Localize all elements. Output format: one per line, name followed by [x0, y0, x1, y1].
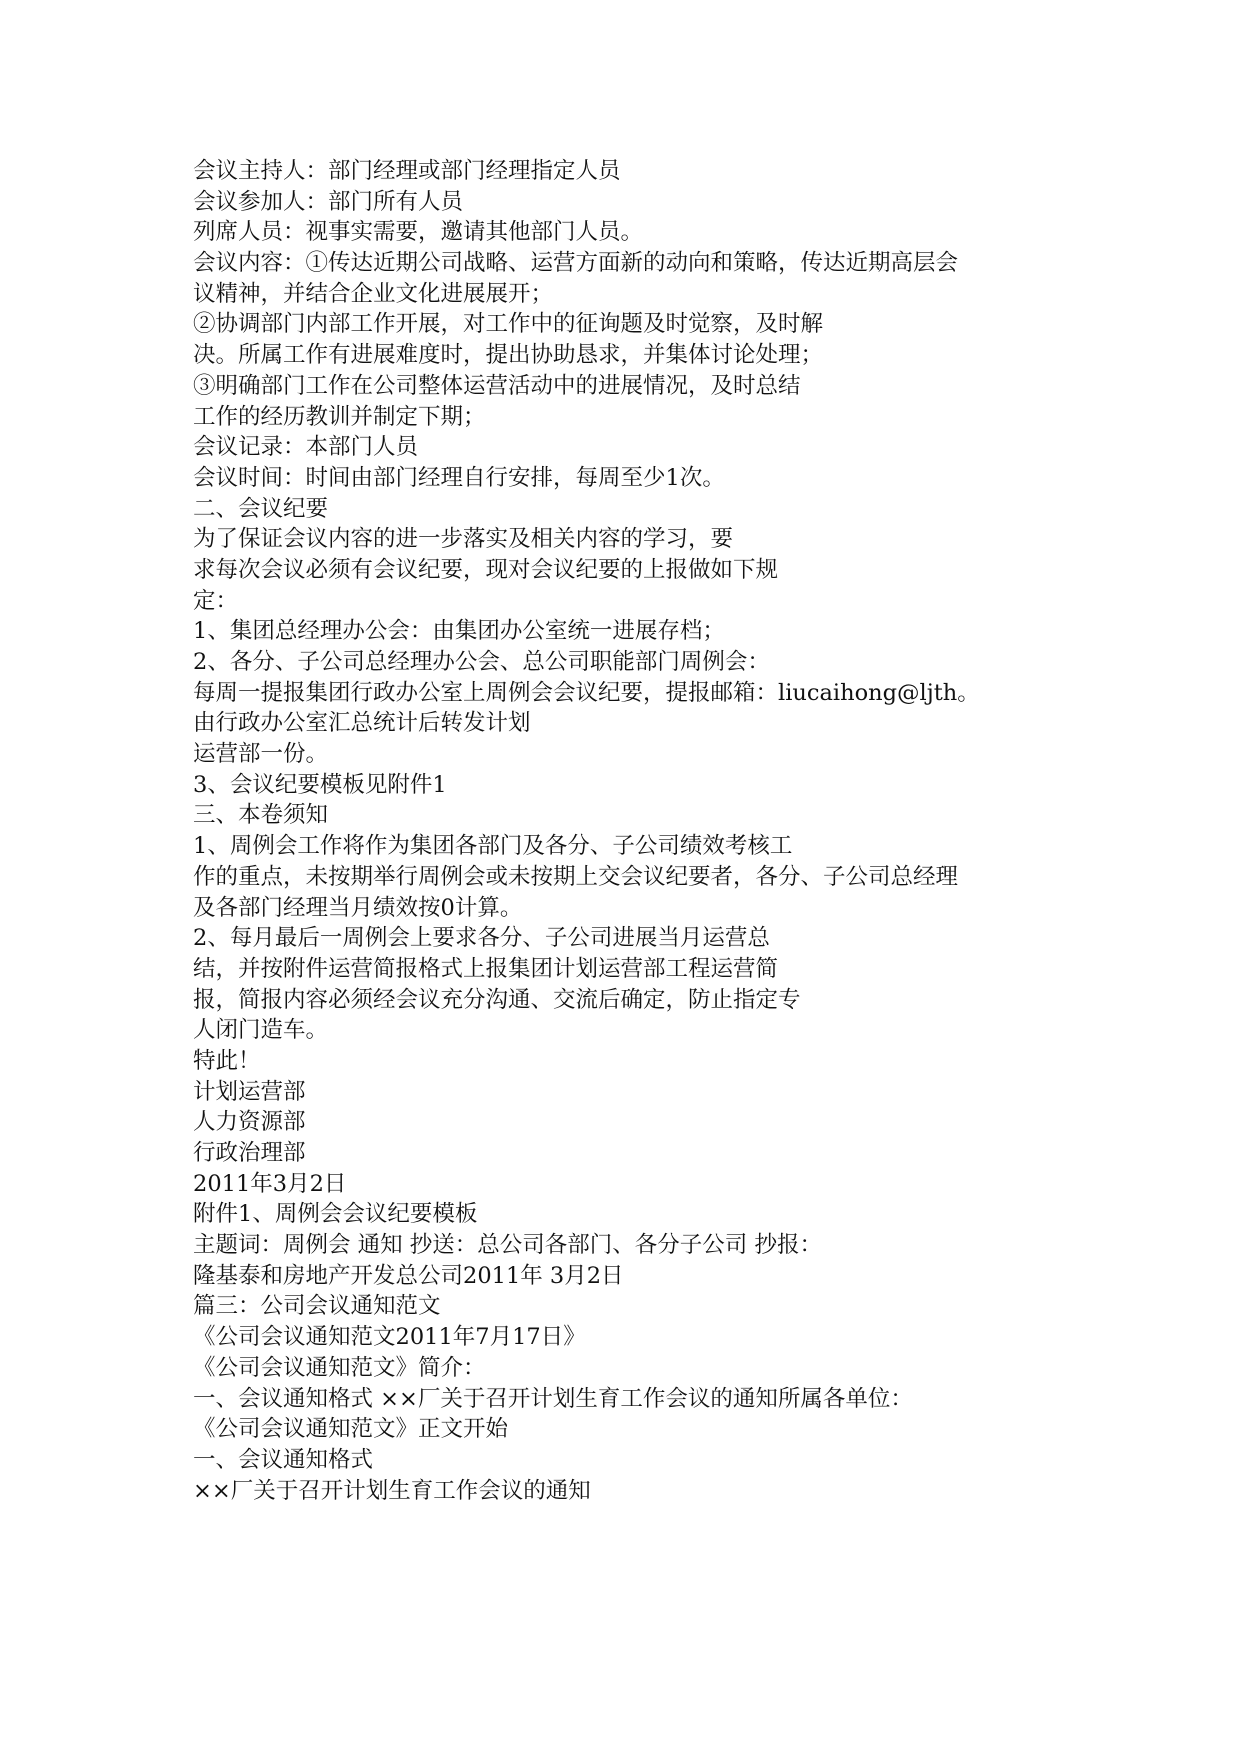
line-note-2: 2、每月最后一周例会上要求各分、子公司进展当月运营总	[193, 925, 770, 952]
line-meeting-content: 会议内容：①传达近期公司战略、运营方面新的动向和策略，传达近期高层会	[193, 250, 959, 277]
line-minutes-intro-end: 定：	[193, 587, 239, 614]
line-meeting-time: 会议时间：时间由部门经理自行安排，每周至少1次。	[193, 464, 725, 491]
line-rule-2-end: 运营部一份。	[193, 741, 329, 768]
line-issuer-date: 隆基泰和房地产开发总公司2011年 3月2日	[193, 1262, 624, 1289]
line-item-2: ②协调部门内部工作开展，对工作中的征询题及时觉察，及时解	[193, 311, 824, 338]
line-note-2-end: 人闭门造车。	[193, 1017, 329, 1044]
line-rule-2-email: 每周一提报集团行政办公室上周例会会议纪要，提报邮箱：liucaihong@ljth。	[193, 679, 980, 706]
line-article-body-start: 《公司会议通知范文》正文开始	[193, 1416, 509, 1443]
line-keywords: 主题词：周例会 通知 抄送：总公司各部门、各分子公司 抄报：	[193, 1232, 822, 1259]
line-meeting-record: 会议记录：本部门人员	[193, 434, 419, 461]
line-note-1-end: 及各部门经理当月绩效按0计算。	[193, 894, 523, 921]
line-rule-2-forward: 由行政办公室汇总统计后转发计划	[193, 710, 531, 737]
section-heading-format: 一、会议通知格式	[193, 1446, 374, 1473]
line-minutes-intro-cont: 求每次会议必须有会议纪要，现对会议纪要的上报做如下规	[193, 556, 779, 583]
line-notice-title: ××厂关于召开计划生育工作会议的通知	[193, 1477, 591, 1504]
signature-dept-hr: 人力资源部	[193, 1109, 306, 1136]
section-heading-minutes: 二、会议纪要	[193, 495, 329, 522]
section-heading-part-3: 篇三：公司会议通知范文	[193, 1293, 441, 1320]
line-meeting-host: 会议主持人：部门经理或部门经理指定人员	[193, 158, 621, 184]
line-meeting-content-cont: 议精神，并结合企业文化进展展开；	[193, 280, 554, 307]
line-note-1: 1、周例会工作将作为集团各部门及各分、子公司绩效考核工	[193, 833, 793, 860]
line-item-3: ③明确部门工作在公司整体运营活动中的进展情况，及时总结	[193, 372, 801, 399]
line-article-intro: 一、会议通知格式 ××厂关于召开计划生育工作会议的通知所属各单位：	[193, 1385, 913, 1412]
signature-dept-planning: 计划运营部	[193, 1078, 306, 1105]
line-note-1-cont: 作的重点，未按期举行周例会或未按期上交会议纪要者，各分、子公司总经理	[193, 863, 959, 890]
line-rule-2: 2、各分、子公司总经理办公会、总公司职能部门周例会：	[193, 649, 770, 675]
line-attendees: 列席人员：视事实需要，邀请其他部门人员。	[193, 219, 644, 246]
line-note-2-cont-2: 报，简报内容必须经会议充分沟通、交流后确定，防止指定专	[193, 986, 801, 1013]
document-body	[193, 156, 1093, 1506]
signature-date: 2011年3月2日	[193, 1170, 347, 1197]
line-note-2-cont: 结，并按附件运营简报格式上报集团计划运营部工程运营简	[193, 955, 779, 982]
signature-dept-admin: 行政治理部	[193, 1140, 306, 1166]
line-rule-1: 1、集团总经理办公会：由集团办公室统一进展存档；	[193, 618, 725, 645]
line-item-2-cont: 决。所属工作有进展难度时，提出协助恳求，并集体讨论处理；	[193, 342, 824, 369]
line-item-3-cont: 工作的经历教训并制定下期；	[193, 403, 486, 430]
line-hereby: 特此！	[193, 1047, 261, 1074]
line-article-title: 《公司会议通知范文2011年7月17日》	[193, 1324, 586, 1351]
line-article-intro-label: 《公司会议通知范文》简介：	[193, 1354, 486, 1381]
section-heading-notes: 三、本卷须知	[193, 802, 329, 829]
line-meeting-participants: 会议参加人：部门所有人员	[193, 188, 464, 215]
line-rule-3: 3、会议纪要模板见附件1	[193, 771, 447, 798]
line-minutes-intro: 为了保证会议内容的进一步落实及相关内容的学习，要	[193, 526, 734, 553]
line-attachment-1: 附件1、周例会会议纪要模板	[193, 1201, 478, 1228]
